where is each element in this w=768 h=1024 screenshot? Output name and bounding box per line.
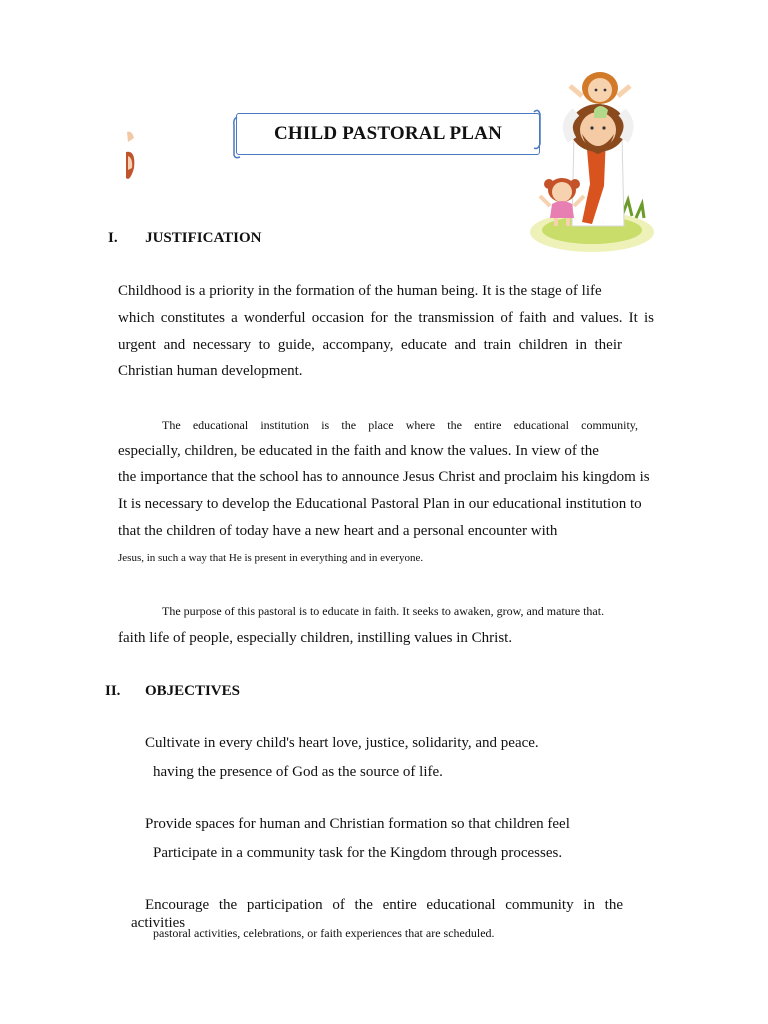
page-title: CHILD PASTORAL PLAN bbox=[274, 123, 502, 144]
section-number: II. bbox=[105, 683, 121, 699]
paragraph-line: that the children of today have a new heart and a personal encounter with bbox=[118, 523, 558, 539]
objective-text: Encourage the participation of the entire educational community in the activities bbox=[131, 897, 623, 931]
title-banner bbox=[236, 113, 540, 155]
section-number: I. bbox=[108, 230, 118, 246]
bullet-icon bbox=[131, 896, 145, 914]
paragraph-line: Christian human development. bbox=[118, 363, 303, 379]
paragraph-line: The purpose of this pastoral is to educate in faith. It seeks to awaken, grow, and mature that. bbox=[162, 604, 605, 618]
bullet-icon bbox=[131, 815, 145, 833]
section-heading-objectives bbox=[105, 682, 240, 700]
scroll-curl-left-icon bbox=[232, 115, 242, 159]
paragraph-line: especially, children, be educated in the faith and know the values. In view of the bbox=[118, 443, 599, 459]
objective-text: Provide spaces for human and Christian formation so that children feel bbox=[145, 816, 570, 832]
paragraph-line: the importance that the school has to announce Jesus Christ and proclaim his kingdom is bbox=[118, 469, 650, 485]
bullet-icon bbox=[131, 734, 145, 752]
jesus-children-illustration bbox=[526, 66, 658, 254]
paragraph-line: The educational institution is the place where the entire educational community, bbox=[162, 418, 638, 432]
objective-text-continued: Participate in a community task for the Kingdom through processes. bbox=[153, 845, 563, 861]
paragraph-line: urgent and necessary to guide, accompany, educate and train children in their bbox=[118, 337, 622, 353]
section-title: JUSTIFICATION bbox=[145, 230, 262, 246]
paragraph-line: which constitutes a wonderful occasion for the transmission of faith and values. It is bbox=[118, 310, 654, 326]
section-heading-justification bbox=[108, 229, 262, 247]
objective-item bbox=[131, 815, 570, 833]
partial-illustration bbox=[122, 128, 138, 184]
objective-text-continued: having the presence of God as the source of life. bbox=[153, 764, 443, 780]
section-title: OBJECTIVES bbox=[144, 683, 240, 699]
paragraph-line: It is necessary to develop the Educational Pastoral Plan in our educational institution to bbox=[118, 496, 642, 512]
objective-text-continued: pastoral activities, celebrations, or faith experiences that are scheduled. bbox=[153, 926, 495, 940]
paragraph-line: Childhood is a priority in the formation of the human being. It is the stage of life bbox=[118, 283, 602, 299]
objective-item bbox=[131, 734, 539, 752]
objective-text: Cultivate in every child's heart love, justice, solidarity, and peace. bbox=[145, 735, 539, 751]
paragraph-line: Jesus, in such a way that He is present in everything and in everyone. bbox=[118, 552, 424, 564]
paragraph-line: faith life of people, especially children, instilling values in Christ. bbox=[118, 630, 513, 646]
